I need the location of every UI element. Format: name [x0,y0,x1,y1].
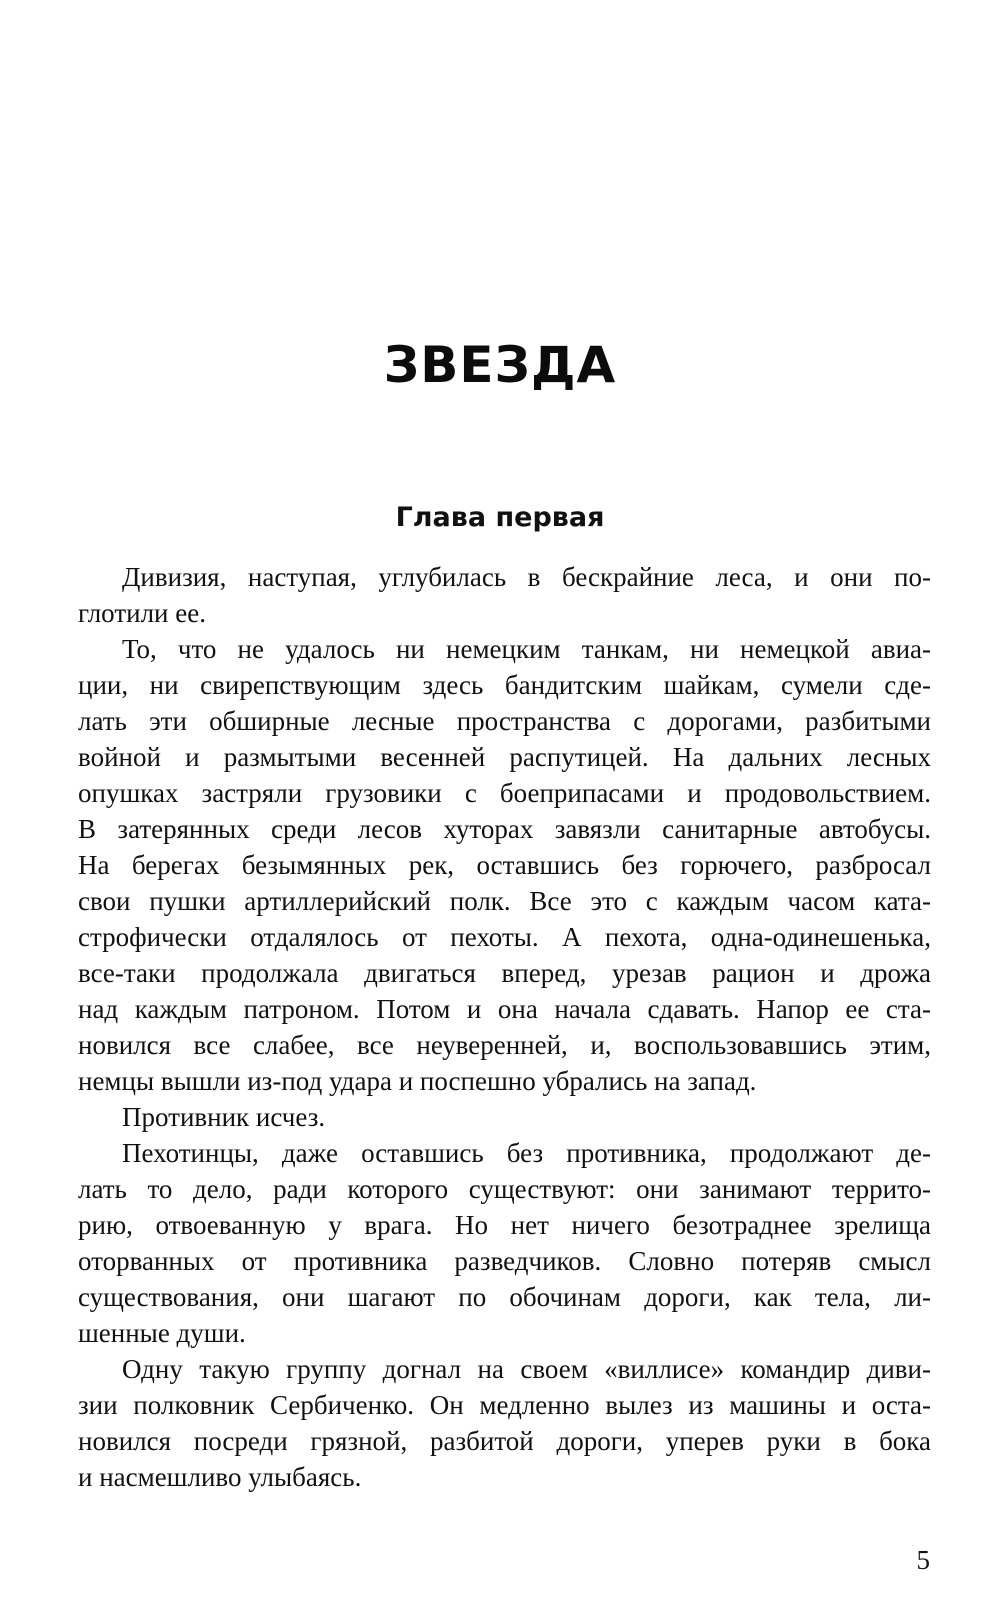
body-line: войной и размытыми весенней распутицей. На дальних лесных [78,742,931,772]
body-line: существования, они шагают по обочинам дороги, как тела, ли- [78,1282,931,1312]
body-line: новился посреди грязной, разбитой дороги, уперев руки в бока [78,1426,931,1456]
book-title: ЗВЕЗДА [383,336,617,394]
body-line: свои пушки артиллерийский полк. Все это с каждым часом ката- [78,886,931,916]
body-line: лать то дело, ради которого существуют: они занимают террито- [78,1174,931,1204]
body-line: над каждым патроном. Потом и она начала сдавать. Напор ее ста- [78,994,931,1024]
body-line: Пехотинцы, даже оставшись без противника, продолжают де- [122,1138,931,1168]
body-line: На берегах безымянных рек, оставшись без горючего, разбросал [78,850,931,880]
body-line: То, что не удалось ни немецким танкам, ни немецкой авиа- [122,634,931,664]
body-line: строфически отдалялось от пехоты. А пехота, одна-одинешенька, [78,922,931,952]
body-text [78,559,931,1495]
body-line: ции, ни свирепствующим здесь бандитским шайкам, сумели сде- [78,670,931,700]
body-line: все-таки продолжала двигаться вперед, урезав рацион и дрожа [78,958,931,988]
body-line: лать эти обширные лесные пространства с дорогами, разбитыми [78,706,931,736]
body-line: В затерянных среди лесов хуторах завязли санитарные автобусы. [78,814,931,844]
body-line: Противник исчез. [122,1102,326,1132]
body-line: рию, отвоеванную у врага. Но нет ничего безотраднее зрелища [78,1210,931,1240]
body-line: зии полковник Сербиченко. Он медленно вылез из машины и оста- [78,1390,931,1420]
body-line: Одну такую группу догнал на своем «виллисе» командир диви- [122,1354,931,1384]
body-line: новился все слабее, все неуверенней, и, воспользовавшись этим, [78,1030,931,1060]
page-number: 5 [916,1545,930,1575]
body-line: глотили ее. [78,598,206,628]
body-line: Дивизия, наступая, углубилась в бескрайние леса, и они по- [122,562,931,592]
body-line: немцы вышли из-под удара и поспешно убрались на запад. [78,1066,757,1096]
chapter-title: Глава первая [395,502,605,533]
body-line: шенные души. [78,1318,246,1348]
body-line: оторванных от противника разведчиков. Словно потеряв смысл [78,1246,931,1276]
body-line: и насмешливо улыбаясь. [78,1462,362,1492]
body-line: опушках застряли грузовики с боеприпасами и продовольствием. [78,778,931,808]
